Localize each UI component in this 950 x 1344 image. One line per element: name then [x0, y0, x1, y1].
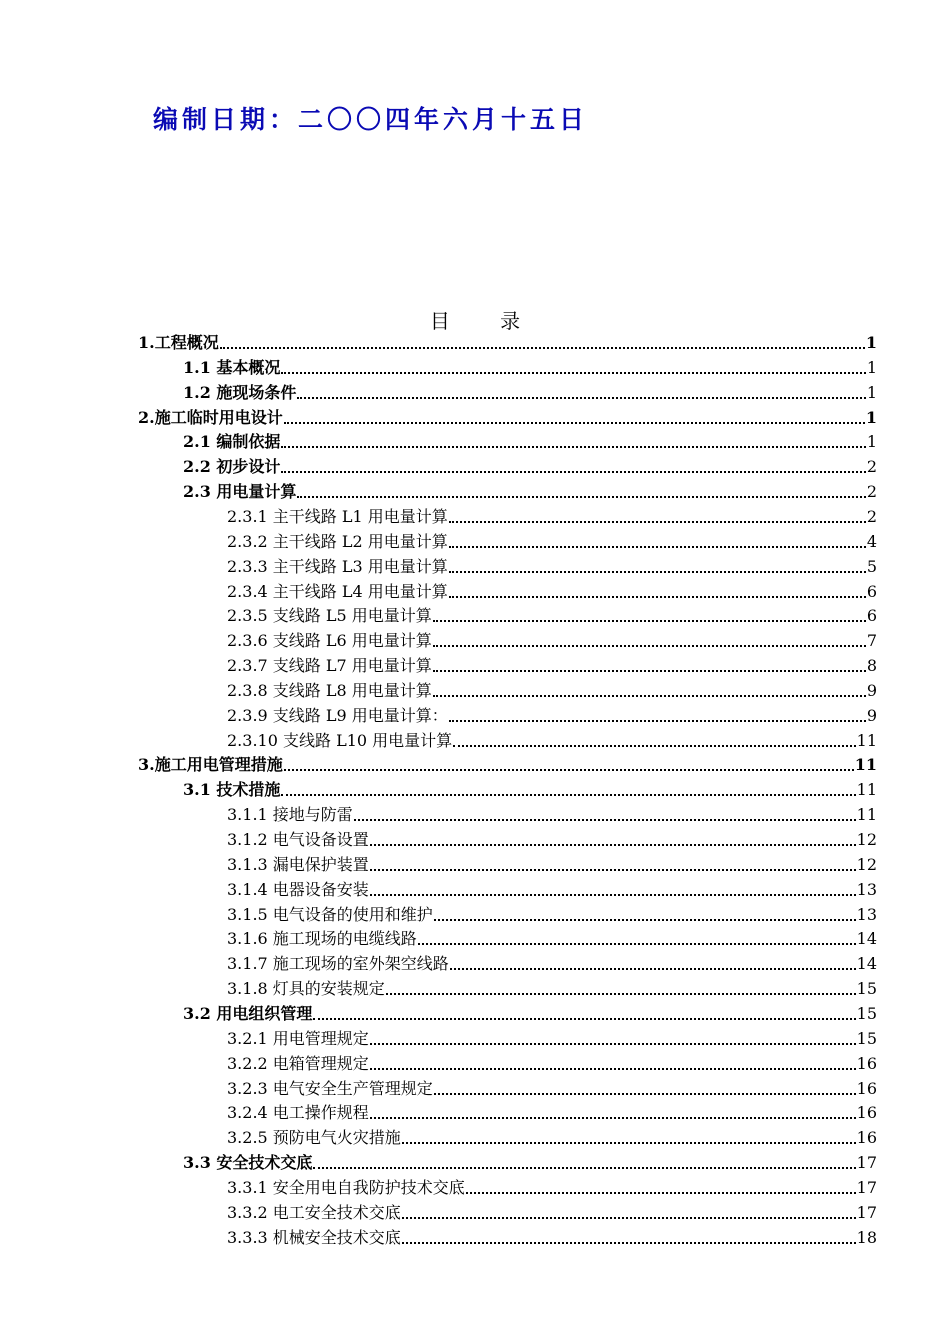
toc-entry-level-3[interactable] — [227, 654, 877, 678]
toc-dot-leader — [284, 769, 854, 771]
toc-entry-page: 1 — [866, 382, 877, 402]
toc-dot-leader — [370, 1068, 856, 1070]
toc-dot-leader — [402, 1142, 856, 1144]
toc-entry-label: 2.1 编制依据 — [183, 432, 281, 452]
toc-dot-leader — [434, 919, 856, 921]
toc-entry-page: 11 — [856, 730, 877, 750]
toc-entry-level-1[interactable] — [138, 753, 877, 777]
toc-entry-label: 2.3.9 支线路 L9 用电量计算： — [227, 705, 448, 725]
toc-entry-level-2[interactable] — [183, 381, 877, 405]
toc-entry-page: 1 — [865, 333, 877, 352]
toc-entry-page: 8 — [866, 656, 877, 676]
toc-entry-level-3[interactable] — [227, 952, 877, 976]
toc-entry-label: 3.3 安全技术交底 — [183, 1153, 313, 1173]
toc-entry-level-2[interactable] — [183, 778, 877, 802]
toc-entry-level-1[interactable] — [138, 406, 877, 430]
toc-title: 目 录 — [429, 309, 543, 333]
toc-entry-label: 3.2.5 预防电气火灾措施 — [227, 1128, 401, 1148]
toc-dot-leader — [453, 745, 856, 747]
toc-entry-label: 3.2.2 电箱管理规定 — [227, 1053, 369, 1073]
toc-entry-label: 3.1.4 电器设备安装 — [227, 879, 369, 899]
toc-entry-page: 18 — [856, 1227, 877, 1247]
toc-entry-label: 2.3.3 主干线路 L3 用电量计算 — [227, 556, 448, 576]
toc-entry-level-3[interactable] — [227, 1052, 877, 1076]
toc-entry-page: 13 — [856, 879, 877, 899]
toc-dot-leader — [449, 596, 866, 598]
toc-entry-level-3[interactable] — [227, 729, 877, 753]
toc-entry-label: 1.2 施现场条件 — [183, 382, 297, 402]
toc-dot-leader — [297, 397, 865, 399]
toc-entry-level-3[interactable] — [227, 803, 877, 827]
toc-dot-leader — [449, 546, 866, 548]
toc-entry-level-3[interactable] — [227, 1201, 877, 1225]
toc-entry-level-1[interactable] — [138, 331, 877, 355]
compile-date: 编制日期：二〇〇四年六月十五日 — [153, 105, 589, 134]
toc-entry-level-3[interactable] — [227, 828, 877, 852]
toc-entry-level-3[interactable] — [227, 903, 877, 927]
toc-entry-label: 3.1 技术措施 — [183, 780, 281, 800]
toc-entry-page: 12 — [856, 854, 877, 874]
toc-entry-level-2[interactable] — [183, 480, 877, 504]
toc-entry-level-2[interactable] — [183, 1002, 877, 1026]
toc-entry-page: 2 — [866, 482, 877, 502]
toc-entry-label: 3.2.3 电气安全生产管理规定 — [227, 1078, 433, 1098]
toc-entry-level-2[interactable] — [183, 455, 877, 479]
toc-entry-label: 2.3.1 主干线路 L1 用电量计算 — [227, 506, 448, 526]
toc-entry-page: 16 — [856, 1128, 877, 1148]
toc-entry-page: 2 — [866, 506, 877, 526]
toc-dot-leader — [370, 894, 856, 896]
toc-entry-level-3[interactable] — [227, 1226, 877, 1250]
toc-entry-page: 13 — [856, 904, 877, 924]
toc-dot-leader — [281, 446, 865, 448]
toc-entry-label: 2.3.6 支线路 L6 用电量计算 — [227, 631, 432, 651]
toc-entry-level-3[interactable] — [227, 1176, 877, 1200]
toc-entry-label: 3.1.7 施工现场的室外架空线路 — [227, 954, 449, 974]
toc-entry-label: 3.2.1 用电管理规定 — [227, 1028, 369, 1048]
toc-dot-leader — [402, 1217, 856, 1219]
toc-entry-page: 14 — [856, 954, 877, 974]
toc-entry-label: 2.3.8 支线路 L8 用电量计算 — [227, 680, 432, 700]
toc-entry-level-3[interactable] — [227, 853, 877, 877]
toc-entry-page: 15 — [856, 979, 877, 999]
toc-dot-leader — [418, 943, 856, 945]
toc-entry-label: 3.1.3 漏电保护装置 — [227, 854, 369, 874]
toc-entry-page: 4 — [866, 531, 877, 551]
toc-entry-level-3[interactable] — [227, 704, 877, 728]
toc-dot-leader — [433, 670, 866, 672]
toc-entry-page: 11 — [856, 780, 877, 800]
toc-dot-leader — [370, 1117, 856, 1119]
toc-entry-page: 17 — [856, 1153, 877, 1173]
toc-entry-label: 3.3.3 机械安全技术交底 — [227, 1227, 401, 1247]
toc-entry-page: 16 — [856, 1103, 877, 1123]
toc-entry-level-3[interactable] — [227, 1077, 877, 1101]
toc-entry-level-2[interactable] — [183, 356, 877, 380]
toc-dot-leader — [313, 1167, 855, 1169]
toc-entry-level-3[interactable] — [227, 1027, 877, 1051]
toc-dot-leader — [297, 496, 865, 498]
toc-dot-leader — [433, 645, 866, 647]
toc-entry-level-3[interactable] — [227, 878, 877, 902]
toc-dot-leader — [386, 993, 856, 995]
toc-entry-page: 6 — [866, 581, 877, 601]
toc-dot-leader — [449, 720, 866, 722]
toc-entry-label: 3.2 用电组织管理 — [183, 1003, 313, 1023]
toc-entry-page: 7 — [866, 631, 877, 651]
toc-entry-level-3[interactable] — [227, 679, 877, 703]
toc-entry-label: 1.工程概况 — [138, 333, 219, 352]
toc-entry-label: 3.3.1 安全用电自我防护技术交底 — [227, 1177, 465, 1197]
toc-entry-page: 16 — [856, 1078, 877, 1098]
toc-dot-leader — [370, 1043, 856, 1045]
toc-entry-label: 2.3.5 支线路 L5 用电量计算 — [227, 606, 432, 626]
toc-entry-page: 9 — [866, 705, 877, 725]
toc-entry-level-3[interactable] — [227, 505, 877, 529]
toc-entry-page: 1 — [866, 432, 877, 452]
toc-entry-label: 3.1.6 施工现场的电缆线路 — [227, 929, 417, 949]
toc-dot-leader — [354, 819, 856, 821]
toc-entry-page: 15 — [856, 1003, 877, 1023]
toc-entry-level-3[interactable] — [227, 927, 877, 951]
toc-dot-leader — [450, 968, 856, 970]
toc-entry-label: 2.3 用电量计算 — [183, 482, 297, 502]
toc-entry-level-3[interactable] — [227, 1126, 877, 1150]
toc-entry-page: 14 — [856, 929, 877, 949]
toc-entry-label: 3.施工用电管理措施 — [138, 755, 283, 775]
toc-entry-page: 5 — [866, 556, 877, 576]
toc-dot-leader — [370, 869, 856, 871]
toc-entry-label: 2.施工临时用电设计 — [138, 407, 283, 427]
toc-entry-page: 11 — [856, 805, 877, 825]
toc-entry-level-2[interactable] — [183, 1151, 877, 1175]
toc-entry-label: 3.1.2 电气设备设置 — [227, 830, 369, 849]
toc-entry-page: 12 — [856, 830, 877, 849]
toc-entry-page: 16 — [856, 1053, 877, 1073]
toc-entry-label: 3.1.8 灯具的安装规定 — [227, 979, 385, 999]
toc-entry-label: 3.3.2 电工安全技术交底 — [227, 1202, 401, 1222]
toc-dot-leader — [281, 372, 865, 374]
toc-entry-level-3[interactable] — [227, 555, 877, 579]
toc-entry-page: 17 — [856, 1177, 877, 1197]
toc-entry-level-3[interactable] — [227, 604, 877, 628]
toc-entry-label: 3.2.4 电工操作规程 — [227, 1103, 369, 1123]
toc-dot-leader — [313, 1018, 855, 1020]
toc-dot-leader — [449, 521, 866, 523]
toc-entry-level-3[interactable] — [227, 629, 877, 653]
toc-entry-label: 3.1.1 接地与防雷 — [227, 805, 353, 825]
toc-dot-leader — [433, 620, 866, 622]
toc-entry-page: 15 — [856, 1028, 877, 1048]
toc-entry-page: 17 — [856, 1202, 877, 1222]
toc-entry-label: 2.3.10 支线路 L10 用电量计算 — [227, 730, 453, 750]
toc-entry-label: 2.2 初步设计 — [183, 457, 281, 477]
toc-entry-page: 11 — [854, 755, 877, 775]
toc-dot-leader — [466, 1192, 856, 1194]
toc-entry-level-3[interactable] — [227, 530, 877, 554]
toc-entry-page: 9 — [866, 680, 877, 700]
toc-entry-page: 6 — [866, 606, 877, 626]
toc-entry-level-3[interactable] — [227, 580, 877, 604]
toc-entry-level-3[interactable] — [227, 1101, 877, 1125]
toc-entry-level-2[interactable] — [183, 430, 877, 454]
toc-dot-leader — [281, 794, 855, 796]
toc-dot-leader — [220, 347, 865, 349]
toc-dot-leader — [370, 844, 856, 846]
toc-dot-leader — [281, 471, 865, 473]
toc-entry-level-3[interactable] — [227, 977, 877, 1001]
toc-dot-leader — [284, 422, 865, 424]
toc-entry-label: 2.3.7 支线路 L7 用电量计算 — [227, 656, 432, 676]
toc-entry-page: 1 — [865, 407, 877, 427]
toc-dot-leader — [402, 1242, 856, 1244]
toc-entry-label: 3.1.5 电气设备的使用和维护 — [227, 904, 433, 924]
toc-dot-leader — [449, 571, 866, 573]
toc-entry-label: 2.3.4 主干线路 L4 用电量计算 — [227, 581, 448, 601]
toc-dot-leader — [433, 695, 866, 697]
toc-entry-label: 2.3.2 主干线路 L2 用电量计算 — [227, 531, 448, 551]
toc-dot-leader — [434, 1093, 856, 1095]
toc-entry-page: 1 — [866, 357, 877, 377]
toc-entry-label: 1.1 基本概况 — [183, 357, 281, 377]
toc-entry-page: 2 — [866, 457, 877, 477]
